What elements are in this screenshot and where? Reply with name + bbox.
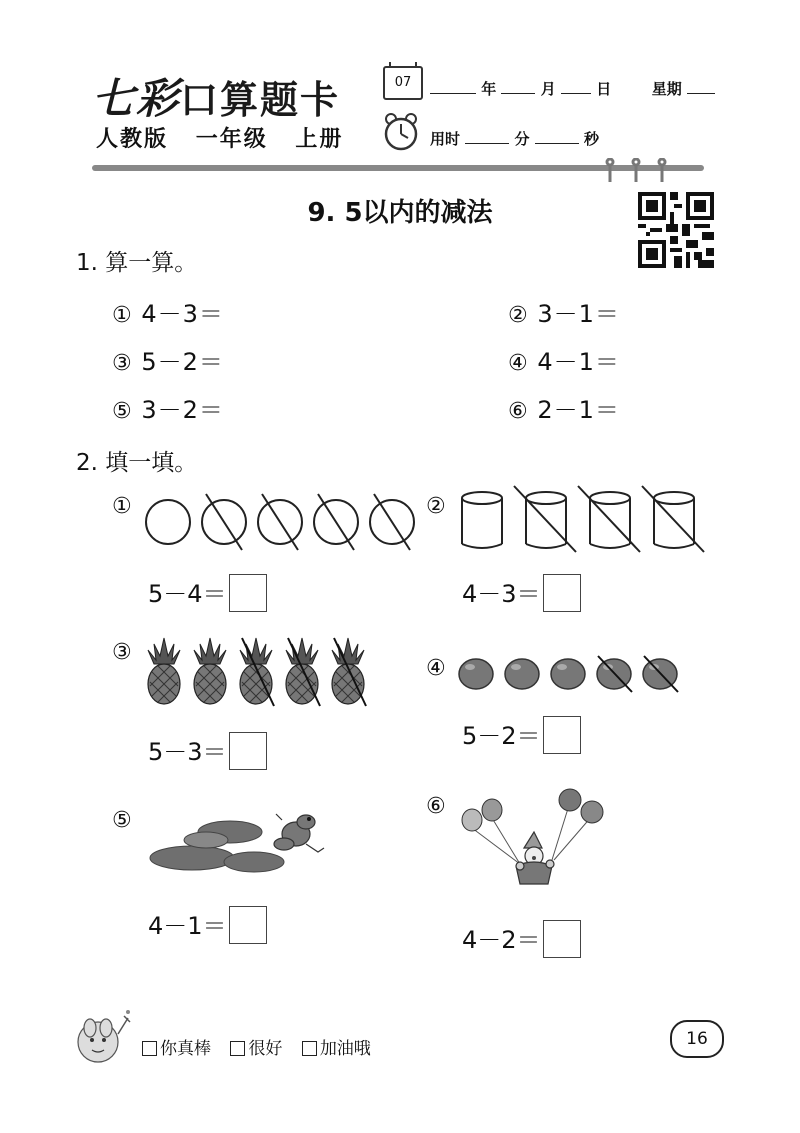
s2-item-3: 5－3＝: [148, 732, 267, 772]
answer-box[interactable]: [229, 574, 267, 612]
clown-balloons-figure: [458, 788, 608, 888]
rating-option-2[interactable]: 很好: [230, 1039, 282, 1059]
day-label: 日: [596, 80, 612, 98]
s2-num-2: ②: [426, 494, 446, 519]
s2-num-1: ①: [112, 494, 132, 519]
month-label: 月: [540, 80, 556, 98]
brand-rest: 口算题卡: [180, 78, 341, 122]
minute-blank[interactable]: [465, 129, 509, 144]
edition: 人教版: [96, 127, 169, 152]
checkbox[interactable]: [230, 1041, 245, 1056]
s2-num-6: ⑥: [426, 794, 446, 819]
day-blank[interactable]: [561, 79, 591, 94]
answer-box[interactable]: [543, 920, 581, 958]
s1-item-2: ② 3－1＝: [508, 300, 620, 328]
clock-icon: [382, 112, 420, 152]
s2-item-2: 4－3＝: [462, 574, 581, 614]
s2-item-1: 5－4＝: [148, 574, 267, 614]
checkbox[interactable]: [142, 1041, 157, 1056]
lily-pads-frog-figure: [146, 800, 336, 890]
section1-heading: 1. 算一算。: [76, 250, 198, 276]
s2-item-5: 4－1＝: [148, 906, 267, 946]
rating-option-1[interactable]: 你真棒: [142, 1039, 211, 1059]
time-used-label: 用时: [430, 130, 461, 148]
answer-box[interactable]: [229, 732, 267, 770]
rating-options: [142, 1034, 385, 1059]
s2-num-3: ③: [112, 640, 132, 665]
edition-line: [96, 122, 361, 153]
minute-label: 分: [514, 130, 530, 148]
oranges-figure: [456, 652, 680, 694]
rating-option-3[interactable]: 加油哦: [302, 1039, 371, 1059]
mascot-icon: [70, 1004, 136, 1070]
section2-heading: 2. 填一填。: [76, 450, 198, 476]
date-line: [430, 78, 715, 99]
pineapples-figure: [144, 636, 374, 708]
year-label: 年: [481, 80, 497, 98]
s1-item-5: ⑤ 3－2＝: [112, 396, 224, 424]
month-blank[interactable]: [501, 79, 535, 94]
qr-code-icon[interactable]: [638, 192, 714, 268]
s2-item-4: 5－2＝: [462, 716, 581, 756]
s2-num-4: ④: [426, 656, 446, 681]
year-blank[interactable]: [430, 79, 476, 94]
answer-box[interactable]: [543, 574, 581, 612]
s2-item-6: 4－2＝: [462, 920, 581, 960]
week-label: 星期: [651, 80, 682, 98]
calendar-icon: [383, 66, 423, 100]
cylinders-figure: [458, 484, 710, 556]
answer-box[interactable]: [543, 716, 581, 754]
volume: 上册: [295, 127, 344, 152]
second-blank[interactable]: [535, 129, 579, 144]
rule-rings-icon: [600, 158, 672, 184]
checkbox[interactable]: [302, 1041, 317, 1056]
page-title: 9. 5以内的减法: [307, 198, 493, 228]
week-blank[interactable]: [687, 79, 715, 94]
answer-box[interactable]: [229, 906, 267, 944]
page-number: 16: [670, 1020, 724, 1058]
circles-figure: [144, 492, 416, 552]
time-line: [430, 128, 599, 149]
second-label: 秒: [583, 130, 599, 148]
grade: 一年级: [195, 127, 268, 152]
s1-item-1: ① 4－3＝: [112, 300, 224, 328]
brand-title: [92, 66, 340, 126]
brand-first: 七彩: [92, 74, 181, 123]
s2-num-5: ⑤: [112, 808, 132, 833]
s1-item-4: ④ 4－1＝: [508, 348, 620, 376]
calendar-day: 07: [394, 75, 412, 90]
s1-item-6: ⑥ 2－1＝: [508, 396, 620, 424]
s1-item-3: ③ 5－2＝: [112, 348, 224, 376]
